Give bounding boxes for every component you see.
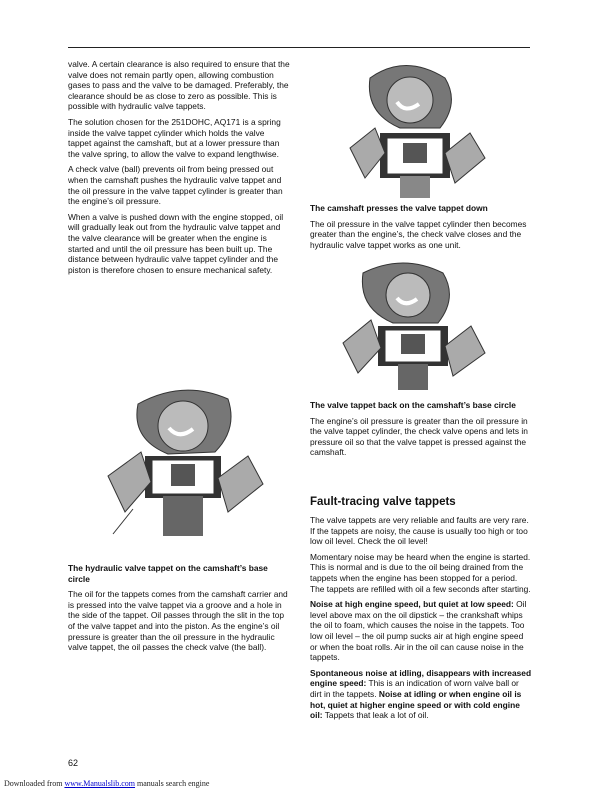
header-rule [68, 47, 530, 48]
bold-lead: Noise at idling or when engine oil is hot, quiet at higher engine speed or with cold engine oil: [310, 688, 522, 721]
paragraph-text: Tappets that leak a lot of oil. [322, 710, 429, 721]
manualslib-link[interactable]: www.Manualslib.com [64, 779, 136, 788]
page-number: 62 [68, 758, 79, 768]
paragraph: The oil pressure in the valve tappet cylinder then becomes greater than the engine’s, the check valve closes and the hydraulic valve tappet works as one unit. [310, 218, 527, 250]
bold-lead: Spontaneous noise at idling, disappears with increased engine speed: [310, 667, 532, 689]
figure-caption: The hydraulic valve tappet on the camshaft’s base circle [68, 563, 268, 584]
paragraph: When a valve is pushed down with the engine stopped, oil will gradually leak out from the hydraulic valve tappet and the valve clearance will be greater when the engine is started and until the oil pressure has been built up. The distance between hydraulic valve tappet cylinder and the piston is therefore chosen to ensure mechanical safety. [68, 211, 284, 275]
bold-lead: Noise at high engine speed, but quiet at low speed: [310, 599, 514, 610]
paragraph: The oil for the tappets comes from the camshaft carrier and is pressed into the valve tappet via a groove and a hole in the side of the tappet. Oil passes through the slit in the top of the valve tappet and into the piston. As the engine’s oil pressure is greater than the oil pressure in the hydraulic valve tappet, the oil passes the check valve (the ball). [68, 589, 288, 653]
footer-prefix: Downloaded from [4, 779, 65, 788]
paragraph-text: This is an indication of worn valve ball or dirt in the tappets. [310, 678, 519, 699]
paragraph-text: Oil level above max on the oil dipstick – the crankshaft whips the oil to foam, which causes the noise in the tappets. Too low oil level – the oil pump sucks air at high engine speed or when the boat rolls. Air in the oil can cause noise in the tappets. [310, 599, 527, 663]
paragraph [310, 668, 532, 721]
figure-tappet-back-on-base-circle [333, 258, 493, 393]
paragraph: valve. A certain clearance is also required to ensure that the valve does not remain partly open, allowing combustion gases to pass and the valve to be damaged. Preferably, the clearance should be as close to zero as possible. This is possible with hydraulic valve tappets. [68, 59, 290, 112]
left-bottom-column [68, 563, 290, 658]
paragraph: The engine’s oil pressure is greater than the oil pressure in the valve tappet cylinder, the check valve opens and lets in pressure oil so that the valve tappet is pressed against the camshaft. [310, 415, 528, 458]
figure-caption: The valve tappet back on the camshaft’s base circle [310, 400, 516, 410]
figure-hydraulic-tappet-base-circle [103, 384, 268, 544]
paragraph: Momentary noise may be heard when the engine is started. This is normal and is due to the oil being drained from the tappets when the engine has been stopped for a period. The tappets are refilled with oil a few seconds after starting. [310, 551, 531, 594]
right-one-column [310, 203, 532, 255]
figure-caption: The camshaft presses the valve tappet down [310, 203, 488, 213]
download-footer [4, 779, 209, 788]
paragraph [310, 599, 532, 663]
section-heading: Fault-tracing valve tappets [310, 496, 456, 508]
footer-suffix: manuals search engine [135, 779, 210, 788]
right-two-column [310, 400, 532, 463]
fault-tracing-section [310, 496, 532, 726]
paragraph: A check valve (ball) prevents oil from being pressed out when the camshaft pushes the hydraulic valve tappet and the oil pressure in the valve tappet cylinder is greater than the engine’s oil pressure. [68, 164, 283, 207]
left-top-column [68, 59, 290, 280]
paragraph: The valve tappets are very reliable and faults are very rare. If the tappets are noisy, the cause is usually too high or too low oil level. Check the oil level! [310, 515, 529, 547]
figure-camshaft-presses-tappet [345, 58, 495, 198]
paragraph: The solution chosen for the 251DOHC, AQ171 is a spring inside the valve tappet cylinder which holds the valve tappet against the camshaft, but at a lower pressure than the valve spring, to allow the valve to expand lengthwise. [68, 116, 281, 159]
